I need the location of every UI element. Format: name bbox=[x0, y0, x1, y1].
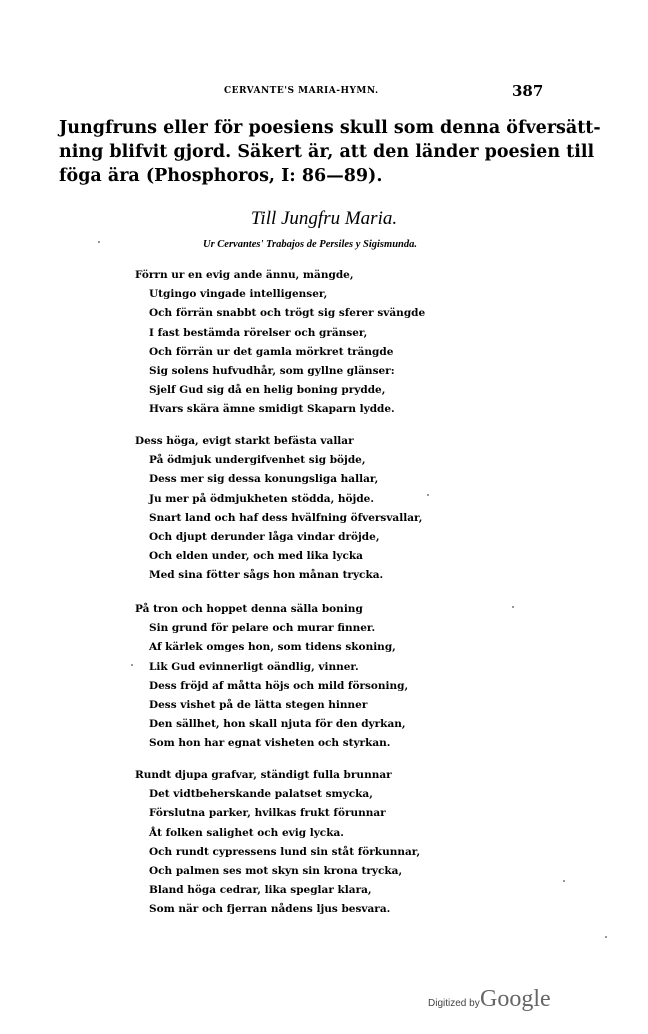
google-logo: Google bbox=[480, 986, 551, 1012]
verse-line: Sig solens hufvudhår, som gyllne glänser: bbox=[149, 364, 395, 377]
intro-line: Jungfruns eller för poesiens skull som denna öfversätt- bbox=[59, 118, 601, 138]
stanza-1 bbox=[135, 266, 555, 420]
verse-line: På ödmjuk undergifvenhet sig böjde, bbox=[149, 454, 366, 467]
verse-line: Och elden under, och med lika lycka bbox=[149, 550, 363, 563]
stanza-2 bbox=[135, 432, 555, 586]
verse-line: Åt folken salighet och evig lycka. bbox=[149, 826, 344, 839]
verse-line: Af kärlek omges hon, som tidens skoning, bbox=[149, 641, 396, 654]
scan-speck bbox=[512, 606, 514, 608]
scan-speck bbox=[605, 936, 607, 938]
stanza-3 bbox=[135, 600, 555, 754]
verse-line: På tron och hoppet denna sälla boning bbox=[135, 603, 363, 615]
digitized-by-google bbox=[428, 986, 588, 1016]
scan-speck bbox=[131, 664, 133, 666]
verse-line: Ju mer på ödmjukheten stödda, höjde. bbox=[149, 492, 375, 505]
verse-line: Hvars skära ämne smidigt Skaparn lydde. bbox=[149, 403, 395, 416]
verse-line: Lik Gud evinnerligt oändlig, vinner. bbox=[149, 660, 359, 673]
poem-source: Ur Cervantes' Trabajos de Persiles y Sigismunda. bbox=[203, 239, 417, 250]
verse-line: Snart land och haf dess hvälfning öfversvallar, bbox=[149, 511, 423, 524]
stanza-4 bbox=[135, 766, 555, 920]
verse-line: Som när och fjerran nådens ljus besvara. bbox=[149, 903, 391, 916]
verse-line: I fast bestämda rörelser och gränser, bbox=[149, 326, 368, 339]
poem-title: Till Jungfru Maria. bbox=[250, 208, 398, 229]
verse-line: Och djupt derunder låga vindar dröjde, bbox=[149, 530, 380, 543]
verse-line: Dess höga, evigt starkt befästa vallar bbox=[135, 435, 354, 447]
running-title: CERVANTE'S MARIA-HYMN. bbox=[224, 86, 379, 96]
verse-line: Förrn ur en evig ande ännu, mängde, bbox=[135, 269, 354, 281]
scan-speck bbox=[427, 494, 429, 496]
verse-line: Utgingo vingade intelligenser, bbox=[149, 288, 328, 301]
verse-line: Förslutna parker, hvilkas frukt förunnar bbox=[149, 807, 386, 820]
intro-line: ning blifvit gjord. Säkert är, att den länder poesien till bbox=[59, 142, 595, 162]
verse-line: Dess mer sig dessa konungsliga hallar, bbox=[149, 473, 379, 486]
running-head bbox=[0, 82, 648, 102]
verse-line: Den sällhet, hon skall njuta för den dyrkan, bbox=[149, 718, 406, 731]
verse-line: Sjelf Gud sig då en helig boning prydde, bbox=[149, 384, 386, 397]
verse-line: Med sina fötter sågs hon månan trycka. bbox=[149, 569, 384, 582]
intro-line: föga ära (Phosphoros, I: 86—89). bbox=[59, 166, 383, 186]
verse-line: Och förrän snabbt och trögt sig sferer svängde bbox=[149, 307, 426, 320]
verse-line: Dess fröjd af måtta höjs och mild försoning, bbox=[149, 679, 409, 692]
scan-speck bbox=[98, 241, 100, 243]
intro-paragraph bbox=[59, 116, 601, 188]
verse-line: Och rundt cypressens lund sin ståt förkunnar, bbox=[149, 845, 421, 858]
verse-line: Som hon har egnat visheten och styrkan. bbox=[149, 737, 391, 750]
verse-line: Dess vishet på de lätta stegen hinner bbox=[149, 698, 368, 711]
verse-line: Och förrän ur det gamla mörkret trängde bbox=[149, 345, 394, 358]
verse-line: Rundt djupa grafvar, ständigt fulla brunnar bbox=[135, 769, 392, 781]
verse-line: Sin grund för pelare och murar finner. bbox=[149, 622, 376, 635]
verse-line: Och palmen ses mot skyn sin krona trycka, bbox=[149, 864, 403, 877]
scan-speck bbox=[563, 880, 565, 882]
verse-line: Det vidtbeherskande palatset smycka, bbox=[149, 788, 373, 801]
digitized-by-label: Digitized by bbox=[428, 998, 480, 1009]
verse-line: Bland höga cedrar, lika speglar klara, bbox=[149, 884, 372, 897]
page-number: 387 bbox=[512, 82, 544, 100]
